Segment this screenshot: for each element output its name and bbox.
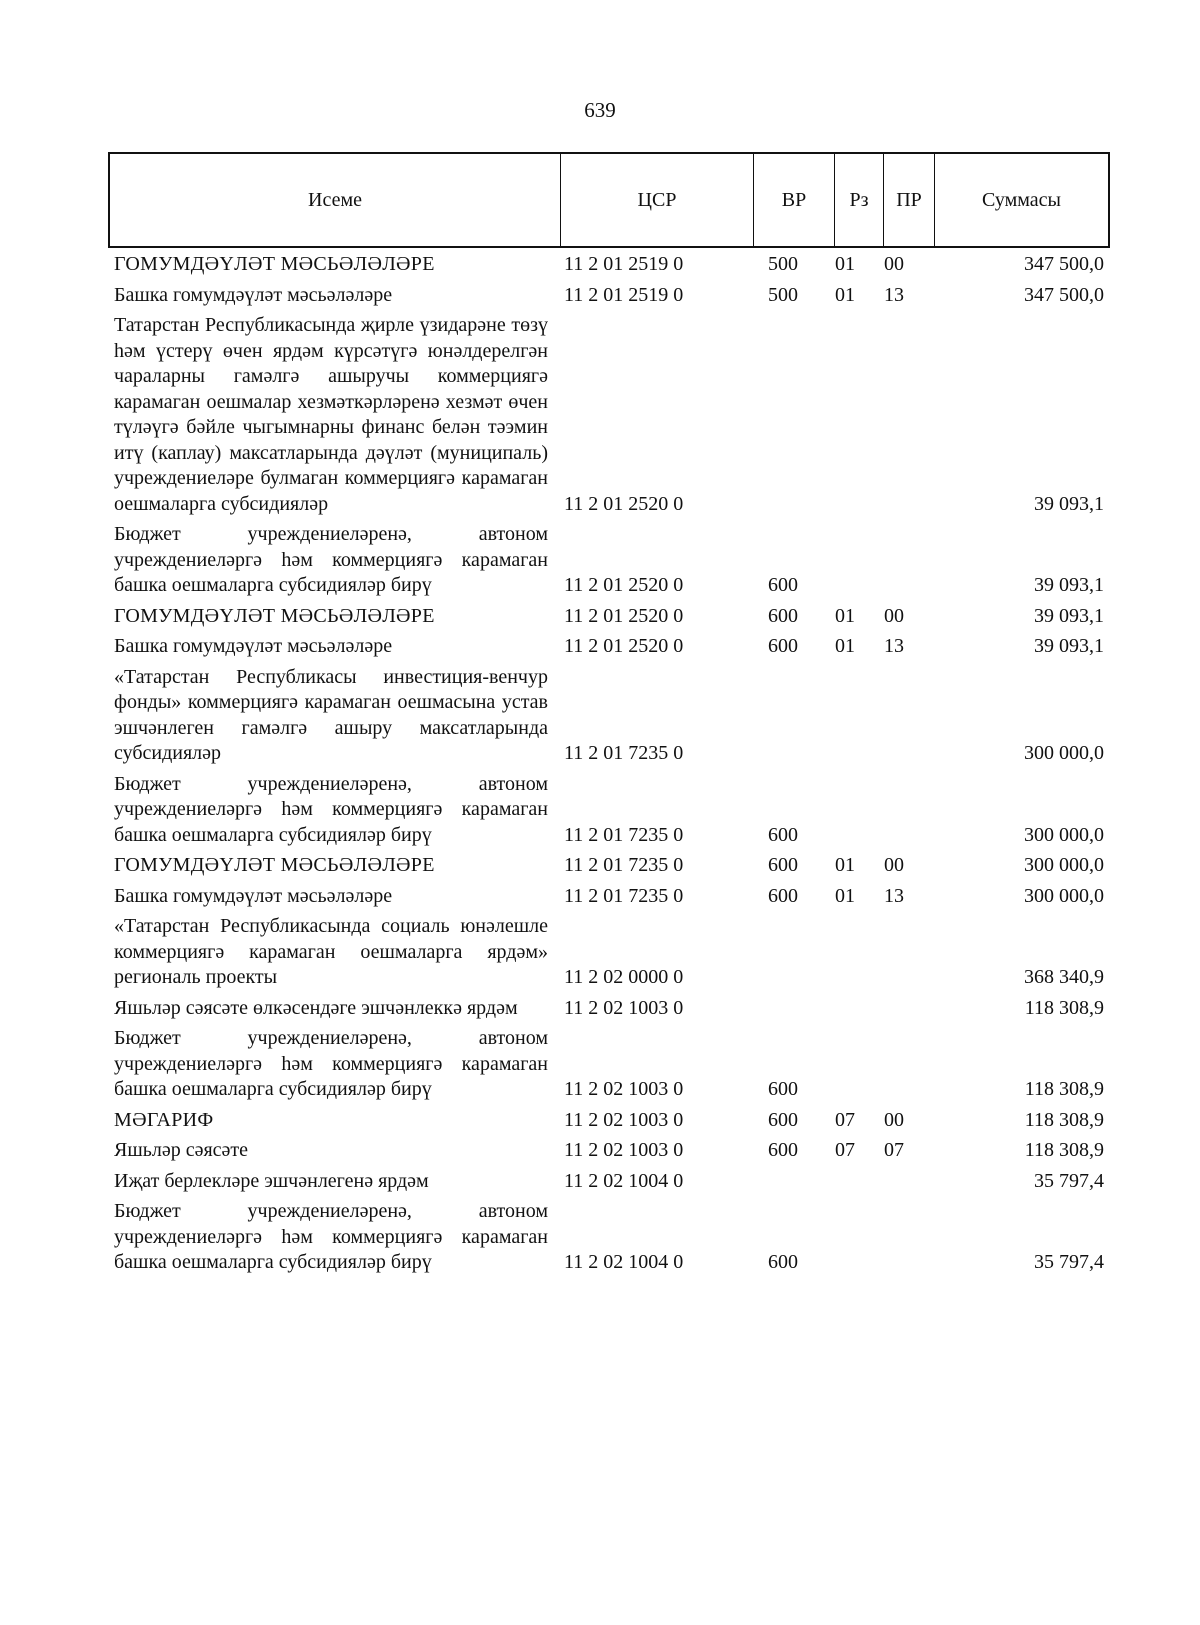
table-row <box>114 313 1110 517</box>
cell-sum: 347 500,0 <box>1024 253 1104 275</box>
cell-csr: 11 2 01 2519 0 <box>564 283 684 306</box>
cell-sum: 300 000,0 <box>1024 854 1104 876</box>
cell-csr: 11 2 01 2520 0 <box>564 604 684 627</box>
cell-rz: 01 <box>835 604 855 627</box>
cell-sum: 39 093,1 <box>1034 635 1104 657</box>
cell-sum: 39 093,1 <box>1034 574 1104 596</box>
cell-csr: 11 2 01 7235 0 <box>564 854 684 876</box>
cell-pr: 00 <box>884 604 904 627</box>
table-row <box>114 522 1110 599</box>
cell-sum: 118 308,9 <box>1024 1078 1104 1100</box>
cell-pr: 00 <box>884 1108 904 1131</box>
cell-vr: 600 <box>768 854 798 876</box>
table-row <box>114 914 1110 991</box>
cell-csr: 11 2 01 7235 0 <box>564 823 684 846</box>
cell-name: Бюджет учреждениеләренә, автоном учреждениеләргә һәм коммерциягә карамаган башка оешмаларга субсидияләр бирү <box>114 1200 548 1273</box>
cell-name: Бюджет учреждениеләренә, автоном учреждениеләргә һәм коммерциягә карамаган башка оешмаларга субсидияләр бирү <box>114 1027 548 1100</box>
cell-rz: 01 <box>835 854 855 876</box>
cell-sum: 118 308,9 <box>1024 1139 1104 1161</box>
cell-name: МӘГАРИФ <box>114 1108 214 1131</box>
cell-csr: 11 2 01 2519 0 <box>564 253 684 275</box>
cell-pr: 13 <box>884 283 904 306</box>
cell-vr: 600 <box>768 1139 798 1161</box>
cell-csr: 11 2 02 1003 0 <box>564 1108 684 1131</box>
table-row <box>114 1138 1110 1164</box>
table-row <box>114 283 1110 309</box>
cell-csr: 11 2 02 1003 0 <box>564 996 684 1019</box>
cell-sum: 35 797,4 <box>1034 1169 1104 1192</box>
table-row <box>114 1108 1110 1134</box>
cell-name: «Татарстан Республикасында социаль юнәлешле коммерциягә карамаган оешмаларга ярдәм» региональ проекты <box>114 915 548 988</box>
cell-pr: 07 <box>884 1139 904 1161</box>
cell-name: ГОМУМДӘҮЛӘТ МӘСЬӘЛӘЛӘРЕ <box>114 604 435 627</box>
cell-name: Бюджет учреждениеләренә, автоном учреждениеләргә һәм коммерциягә карамаган башка оешмаларга субсидияләр бирү <box>114 772 548 846</box>
table-row <box>114 604 1110 630</box>
header-sum: Суммасы <box>982 188 1061 211</box>
cell-csr: 11 2 01 7235 0 <box>564 742 684 764</box>
cell-rz: 01 <box>835 635 855 657</box>
cell-name: ГОМУМДӘҮЛӘТ МӘСЬӘЛӘЛӘРЕ <box>114 253 435 275</box>
cell-sum: 39 093,1 <box>1034 604 1104 627</box>
page-number: 639 <box>584 98 616 122</box>
cell-sum: 300 000,0 <box>1024 884 1104 907</box>
cell-csr: 11 2 01 7235 0 <box>564 884 684 907</box>
cell-csr: 11 2 01 2520 0 <box>564 574 684 596</box>
header-rz: Рз <box>835 154 884 246</box>
cell-name: Яшьләр сәясәте өлкәсендәге эшчәнлеккә ярдәм <box>114 996 518 1019</box>
cell-sum: 39 093,1 <box>1034 492 1104 515</box>
header-name: Исеме <box>110 154 561 246</box>
cell-sum: 118 308,9 <box>1024 1108 1104 1131</box>
cell-sum: 300 000,0 <box>1024 742 1104 764</box>
cell-csr: 11 2 02 1003 0 <box>564 1139 684 1161</box>
cell-vr: 600 <box>768 604 798 627</box>
cell-pr: 13 <box>884 635 904 657</box>
cell-name: «Татарстан Республикасы инвестиция-венчур фонды» коммерциягә карамаган оешмасына устав эшчәнлеген гамәлгә ашыру максатларында субсидияләр <box>114 665 548 764</box>
cell-name: Яшьләр сәясәте <box>114 1139 249 1161</box>
table-row <box>114 853 1110 879</box>
table-body <box>114 252 1110 1281</box>
cell-vr: 500 <box>768 283 798 306</box>
cell-csr: 11 2 02 1003 0 <box>564 1078 684 1100</box>
header-csr: ЦСР <box>561 154 754 246</box>
table-row <box>114 772 1110 849</box>
cell-vr: 500 <box>768 253 798 275</box>
cell-rz: 07 <box>835 1108 855 1131</box>
cell-name: ГОМУМДӘҮЛӘТ МӘСЬӘЛӘЛӘРЕ <box>114 854 435 876</box>
cell-vr: 600 <box>768 1251 798 1273</box>
cell-name: Башка гомумдәүләт мәсьәләләре <box>114 283 393 306</box>
cell-pr: 00 <box>884 253 904 275</box>
table-row <box>114 1169 1110 1195</box>
cell-csr: 11 2 02 0000 0 <box>564 966 684 988</box>
cell-name: Башка гомумдәүләт мәсьәләләре <box>114 635 393 657</box>
cell-sum: 35 797,4 <box>1034 1251 1104 1273</box>
table-row <box>114 665 1110 767</box>
cell-vr: 600 <box>768 823 798 846</box>
cell-csr: 11 2 01 2520 0 <box>564 635 684 657</box>
cell-sum: 118 308,9 <box>1024 996 1104 1019</box>
cell-pr: 00 <box>884 854 904 876</box>
cell-csr: 11 2 02 1004 0 <box>564 1169 684 1192</box>
cell-vr: 600 <box>768 635 798 657</box>
table-row <box>114 996 1110 1022</box>
table-row <box>114 884 1110 910</box>
cell-sum: 347 500,0 <box>1024 283 1104 306</box>
cell-vr: 600 <box>768 574 798 596</box>
cell-csr: 11 2 01 2520 0 <box>564 492 684 515</box>
cell-csr: 11 2 02 1004 0 <box>564 1251 684 1273</box>
table-row <box>114 1026 1110 1103</box>
table-row <box>114 634 1110 660</box>
cell-vr: 600 <box>768 1108 798 1131</box>
header-pr: ПР <box>884 154 935 246</box>
table-header <box>108 152 1110 248</box>
cell-pr: 13 <box>884 884 904 907</box>
table-row <box>114 252 1110 278</box>
header-vr: ВР <box>754 154 835 246</box>
cell-rz: 01 <box>835 884 855 907</box>
cell-name: Иҗат берлекләре эшчәнлегенә ярдәм <box>114 1169 429 1192</box>
table-row <box>114 1199 1110 1276</box>
cell-name: Бюджет учреждениеләренә, автоном учреждениеләргә һәм коммерциягә карамаган башка оешмаларга субсидияләр бирү <box>114 523 548 596</box>
cell-rz: 01 <box>835 283 855 306</box>
cell-vr: 600 <box>768 884 798 907</box>
cell-name: Башка гомумдәүләт мәсьәләләре <box>114 884 393 907</box>
cell-name: Татарстан Республикасында җирле үзидарәне төзү һәм үстерү өчен ярдәм күрсәтүгә юнәлдерелгән чараларны гамәлгә ашыручы коммерциягә карамаган оешмалар хезмәткәрләренә хезмәт өчен түләүгә бәйле чыгымнарны финанс белән тәэмин итү (каплау) максатларында дәүләт (муниципаль) учреждениеләре булмаган коммерциягә карамаган оешмаларга субсидияләр <box>114 314 548 515</box>
cell-sum: 300 000,0 <box>1024 823 1104 846</box>
cell-rz: 01 <box>835 253 855 275</box>
cell-vr: 600 <box>768 1078 798 1100</box>
cell-rz: 07 <box>835 1139 855 1161</box>
cell-sum: 368 340,9 <box>1024 966 1104 988</box>
